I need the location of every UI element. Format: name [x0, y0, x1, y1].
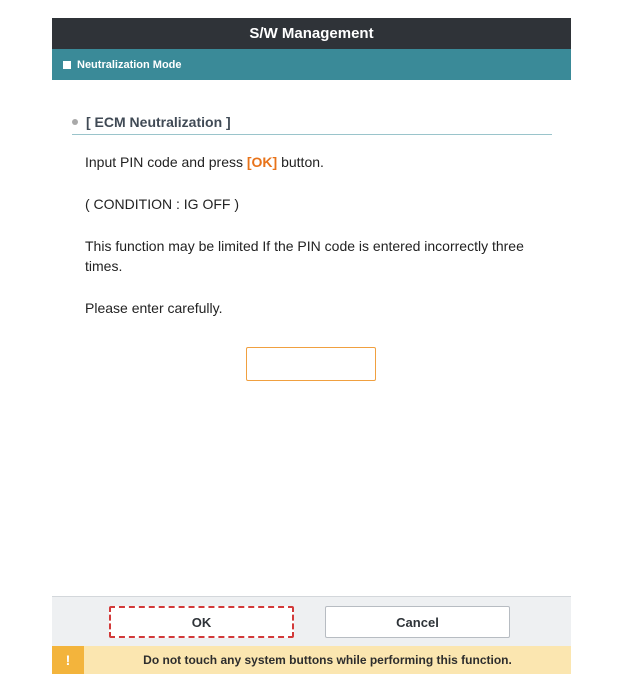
- ok-button-label: OK: [191, 614, 212, 630]
- limit-warning-text: This function may be limited If the PIN code is entered incorrectly three times.: [85, 238, 524, 274]
- instructions: [85, 152, 525, 340]
- instruction-line: [85, 152, 525, 172]
- square-icon: [63, 61, 71, 69]
- bullet-icon: [72, 119, 78, 125]
- ok-token: [OK]: [246, 154, 278, 170]
- cancel-button-label: Cancel: [396, 614, 439, 630]
- button-row: [52, 596, 571, 647]
- page-title: S/W Management: [249, 25, 374, 42]
- mode-bar: [52, 49, 571, 80]
- instruction-text-end: button.: [277, 154, 324, 170]
- warning-bar: [52, 646, 571, 674]
- warning-text: Do not touch any system buttons while performing this function.: [143, 653, 512, 667]
- warning-icon: !: [52, 646, 84, 674]
- careful-text: Please enter carefully.: [85, 300, 223, 316]
- pin-input[interactable]: [246, 347, 376, 381]
- instruction-text: Input PIN code and press: [85, 154, 247, 170]
- condition-text: ( CONDITION : IG OFF ): [85, 196, 239, 212]
- dialog-frame: [52, 18, 571, 674]
- cancel-button[interactable]: [325, 606, 510, 638]
- ok-button[interactable]: [109, 606, 294, 638]
- section-title: [ ECM Neutralization ]: [86, 114, 231, 130]
- section-header: [72, 110, 552, 135]
- title-bar: [52, 18, 571, 49]
- mode-label: Neutralization Mode: [77, 58, 182, 71]
